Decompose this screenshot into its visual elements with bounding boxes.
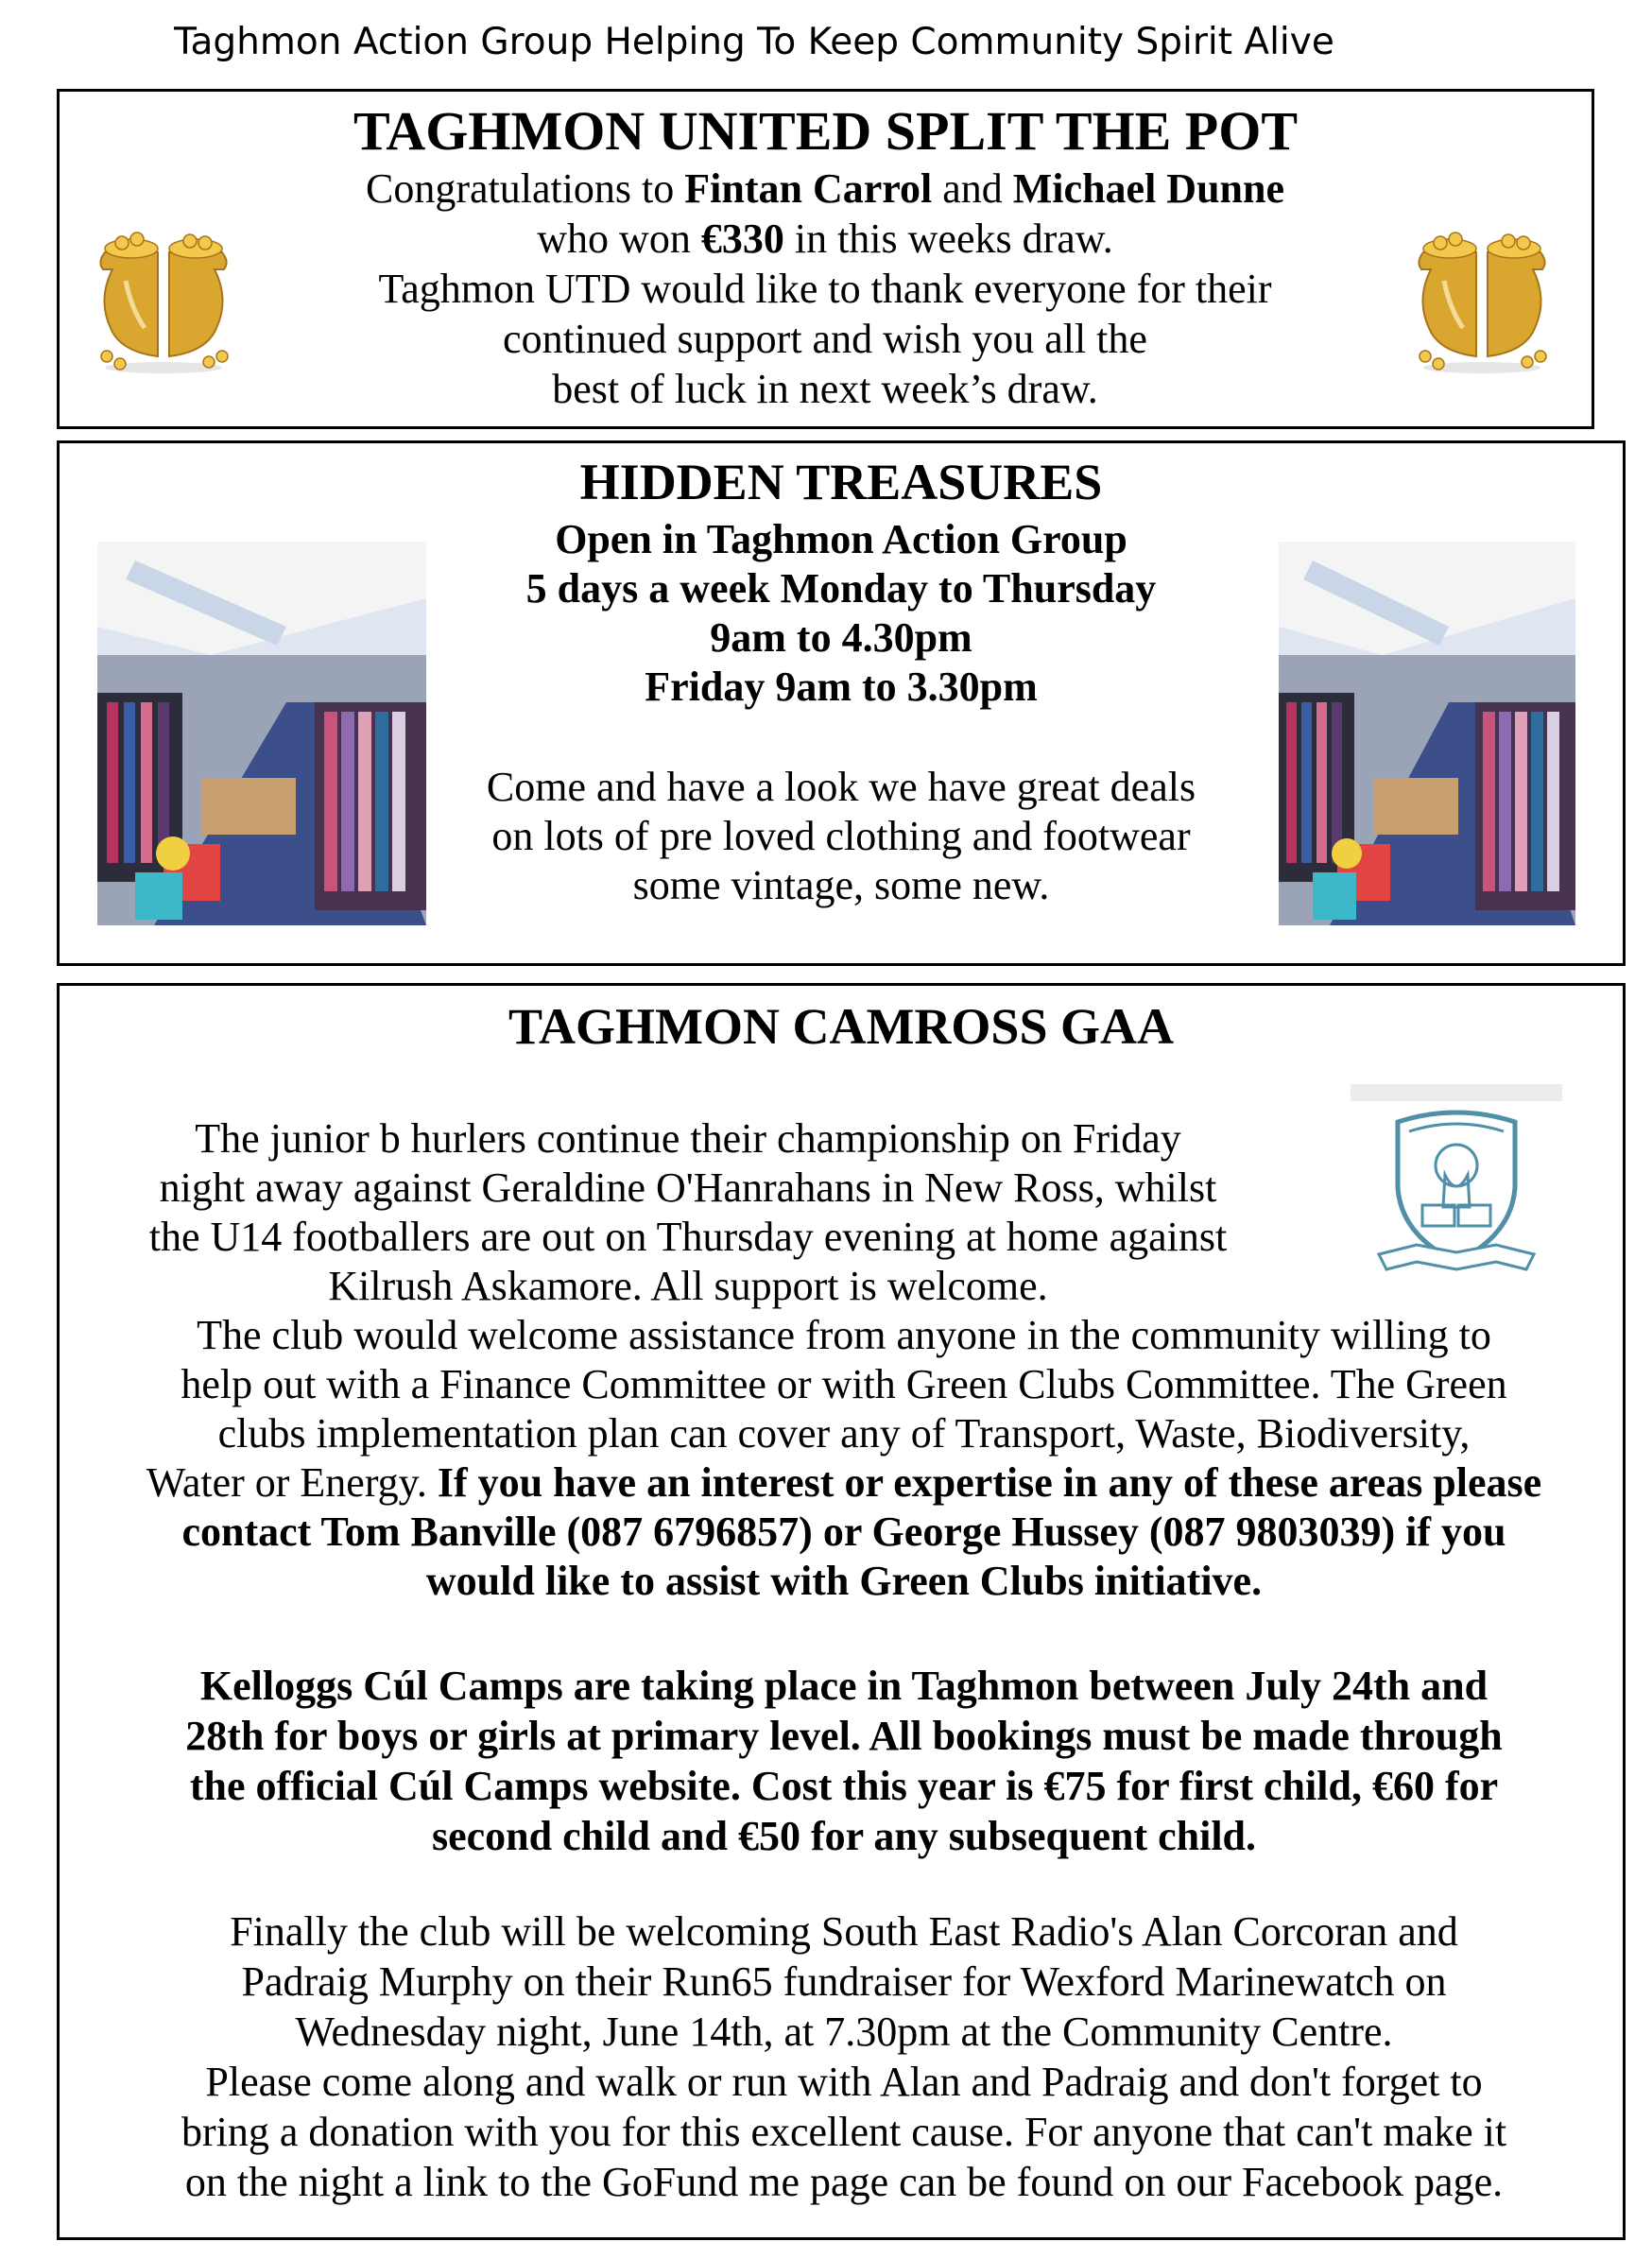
gaa-title: TAGHMON CAMROSS GAA xyxy=(508,998,1174,1055)
hidden-treasures-title: HIDDEN TREASURES xyxy=(579,454,1103,510)
winner-name: Michael Dunne xyxy=(1012,165,1285,212)
prize-amount: €330 xyxy=(700,216,784,262)
split-pot-title: TAGHMON UNITED SPLIT THE POT xyxy=(353,100,1299,162)
committee-paragraph: The club would welcome assistance from anyone in the community willing to help out with a Finance Committee or with Green Clubs Committee. The Green clubs implementation plan can cover any of Transport, Waste, Biodiversity, Water or Energy. If you have an interest or expertise in any of these areas please contact Tom Banville (087 6796857) or George Hussey (087 9803039) if you would like to assist with Green Clubs initiative. xyxy=(146,1312,1542,1604)
run65-paragraph: Finally the club will be welcoming South East Radio's Alan Corcoran and Padraig Murphy on their Run65 fundraiser for Wexford Marinewatch on Wednesday night, June 14th, at 7.30pm at the Community Centre. Please come along and walk or run with Alan and Padraig and don't forget to bring a donation with you for this excellent cause. For anyone that can't make it on the night a link to the GoFund me page can be found on our Facebook page. xyxy=(181,1908,1507,2205)
winner-name: Fintan Carrol xyxy=(684,165,933,212)
opening-hours: Open in Taghmon Action Group 5 days a week Monday to Thursday 9am to 4.30pm Friday 9am to 3.30pm xyxy=(525,516,1157,710)
cul-camps-paragraph: Kelloggs Cúl Camps are taking place in Taghmon between July 24th and 28th for boys or girls at primary level. All bookings must be made through the official Cúl Camps website. Cost this year is €75 for first child, €60 for second child and €50 for any subsequent child. xyxy=(185,1663,1503,1859)
club-crest-icon xyxy=(1351,1084,1562,1283)
page-header: Taghmon Action Group Helping To Keep Community Spirit Alive xyxy=(174,21,1334,63)
pot-of-gold-left-icon xyxy=(88,215,239,375)
pot-of-gold-right-icon xyxy=(1406,215,1557,375)
split-pot-body: Congratulations to Fintan Carrol and Michael Dunne who won €330 in this weeks draw. Taghmon UTD would like to thank everyone for their continued support and wish you all the best of luck in next week’s draw. xyxy=(365,165,1285,412)
gaa-box xyxy=(57,983,1626,2240)
fixtures-paragraph: The junior b hurlers continue their championship on Friday night away against Geraldine O'Hanrahans in New Ross, whilst the U14 footballers are out on Thursday evening at home against Kilrush Askamore. All support is welcome. xyxy=(148,1115,1228,1309)
hidden-treasures-body: Come and have a look we have great deals on lots of pre loved clothing and footwear some vintage, some new. xyxy=(486,764,1196,908)
hidden-treasures-box xyxy=(57,440,1626,966)
contact-details: contact Tom Banville (087 6796857) or George Hussey (087 9803039) if you xyxy=(181,1509,1506,1555)
split-the-pot-box xyxy=(57,89,1594,429)
